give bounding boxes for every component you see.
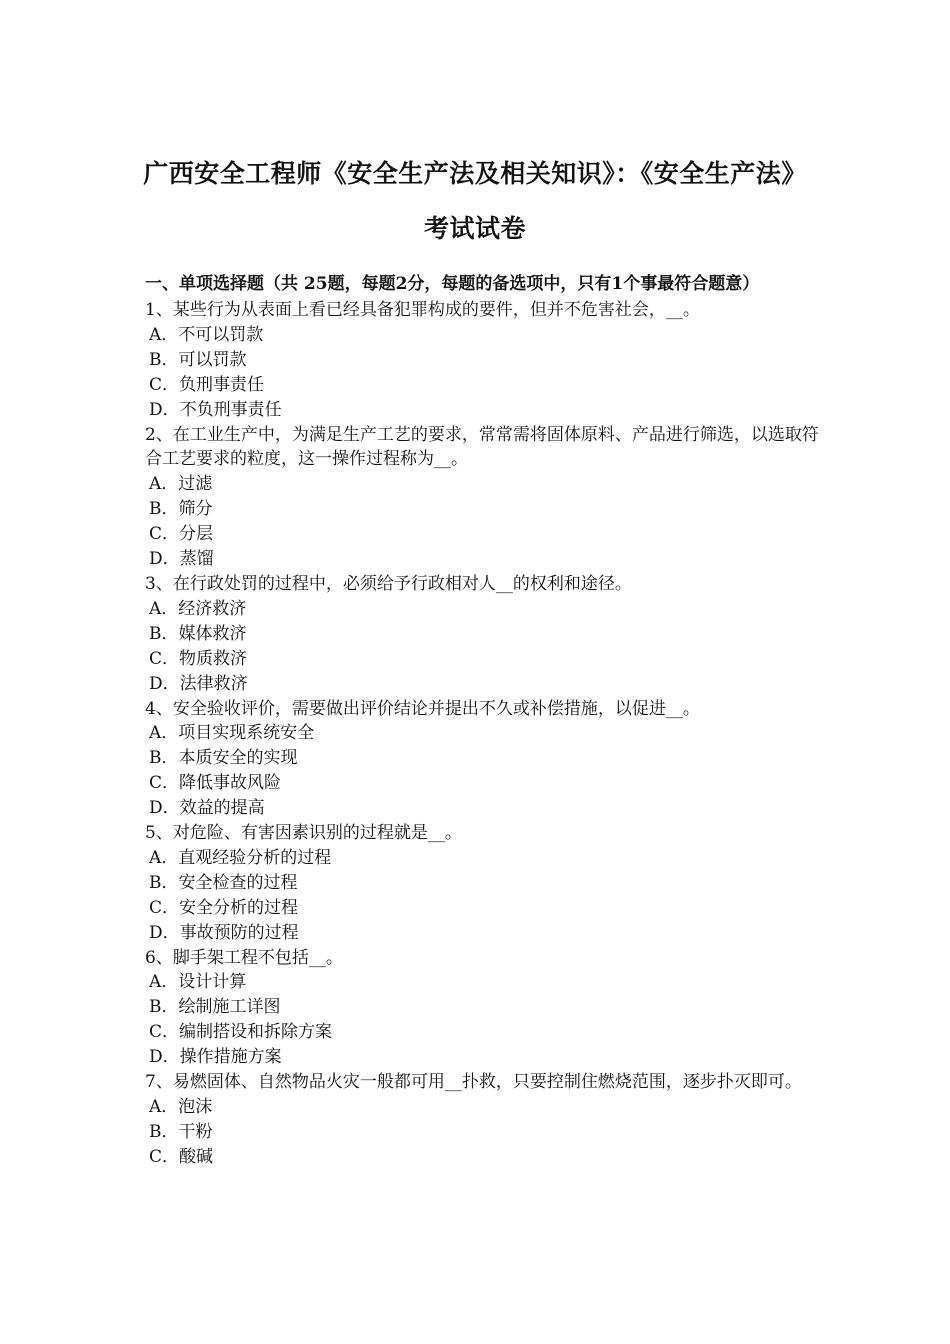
- question-text: 1、某些行为从表面上看已经具备犯罪构成的要件，但并不危害社会，__。: [145, 300, 700, 320]
- question-text: 6、脚手架工程不包括__。: [145, 947, 343, 968]
- answer-option: C．物质救济: [149, 648, 248, 669]
- question-item: [145, 572, 820, 697]
- answer-option: D．蒸馏: [149, 549, 214, 570]
- answer-option: B．绘制施工详图: [149, 997, 281, 1018]
- answer-option: A．过滤: [149, 474, 213, 495]
- answer-option: D．效益的提高: [149, 798, 265, 819]
- answer-option: C．分层: [149, 524, 214, 545]
- answer-option: B．安全检查的过程: [149, 872, 298, 893]
- question-item: [145, 423, 820, 572]
- answer-option: B．干粉: [149, 1121, 213, 1142]
- answer-option: A．经济救济: [149, 598, 247, 619]
- document-body: [145, 272, 820, 1170]
- answer-option: D．法律救济: [149, 673, 248, 694]
- question-item: [145, 821, 820, 946]
- question-text: 2、在工业生产中，为满足生产工艺的要求，常常需将固体原料、产品进行筛选，以选取符合工艺要求的粒度，这一操作过程称为__。: [145, 424, 819, 470]
- answer-option: A．设计计算: [149, 972, 247, 993]
- answer-option: C．负刑事责任: [149, 374, 265, 395]
- question-text: 4、安全验收评价，需要做出评价结论并提出不久或补偿措施，以促进__。: [145, 698, 700, 719]
- question-item: [145, 298, 820, 423]
- answer-option: D．不负刑事责任: [149, 399, 282, 420]
- question-text: 5、对危险、有害因素识别的过程就是__。: [145, 823, 462, 844]
- answer-option: B．本质安全的实现: [149, 748, 298, 769]
- question-text: 3、在行政处罚的过程中，必须给予行政相对人__的权利和途径。: [145, 573, 632, 594]
- answer-option: B．可以罚款: [149, 349, 247, 370]
- question-text: 7、易燃固体、自然物品火灾一般都可用__扑救，只要控制住燃烧范围，逐步扑灭即可。: [145, 1072, 802, 1093]
- document-title: 广西安全工程师《安全生产法及相关知识》：《安全生产法》考试试卷: [143, 159, 807, 243]
- question-item: [145, 697, 820, 822]
- answer-option: A．项目实现系统安全: [149, 723, 315, 744]
- question-item: [145, 1070, 820, 1170]
- answer-option: A．泡沫: [149, 1097, 213, 1117]
- question-item: [145, 946, 820, 1071]
- answer-option: A．直观经验分析的过程: [149, 847, 332, 868]
- answer-option: D．事故预防的过程: [149, 922, 299, 943]
- answer-option: A．不可以罚款: [149, 324, 264, 345]
- answer-option: C．安全分析的过程: [149, 897, 299, 918]
- answer-option: C．酸碱: [149, 1146, 214, 1167]
- answer-option: B．筛分: [149, 499, 213, 520]
- question-list: [145, 298, 820, 1170]
- answer-option: B．媒体救济: [149, 623, 247, 644]
- answer-option: D．操作措施方案: [149, 1047, 282, 1068]
- section-heading: 一、单项选择题（共 25题，每题2分，每题的备选项中，只有1个事最符合题意）: [145, 274, 760, 294]
- answer-option: C．降低事故风险: [149, 773, 282, 794]
- answer-option: C．编制搭设和拆除方案: [149, 1022, 333, 1043]
